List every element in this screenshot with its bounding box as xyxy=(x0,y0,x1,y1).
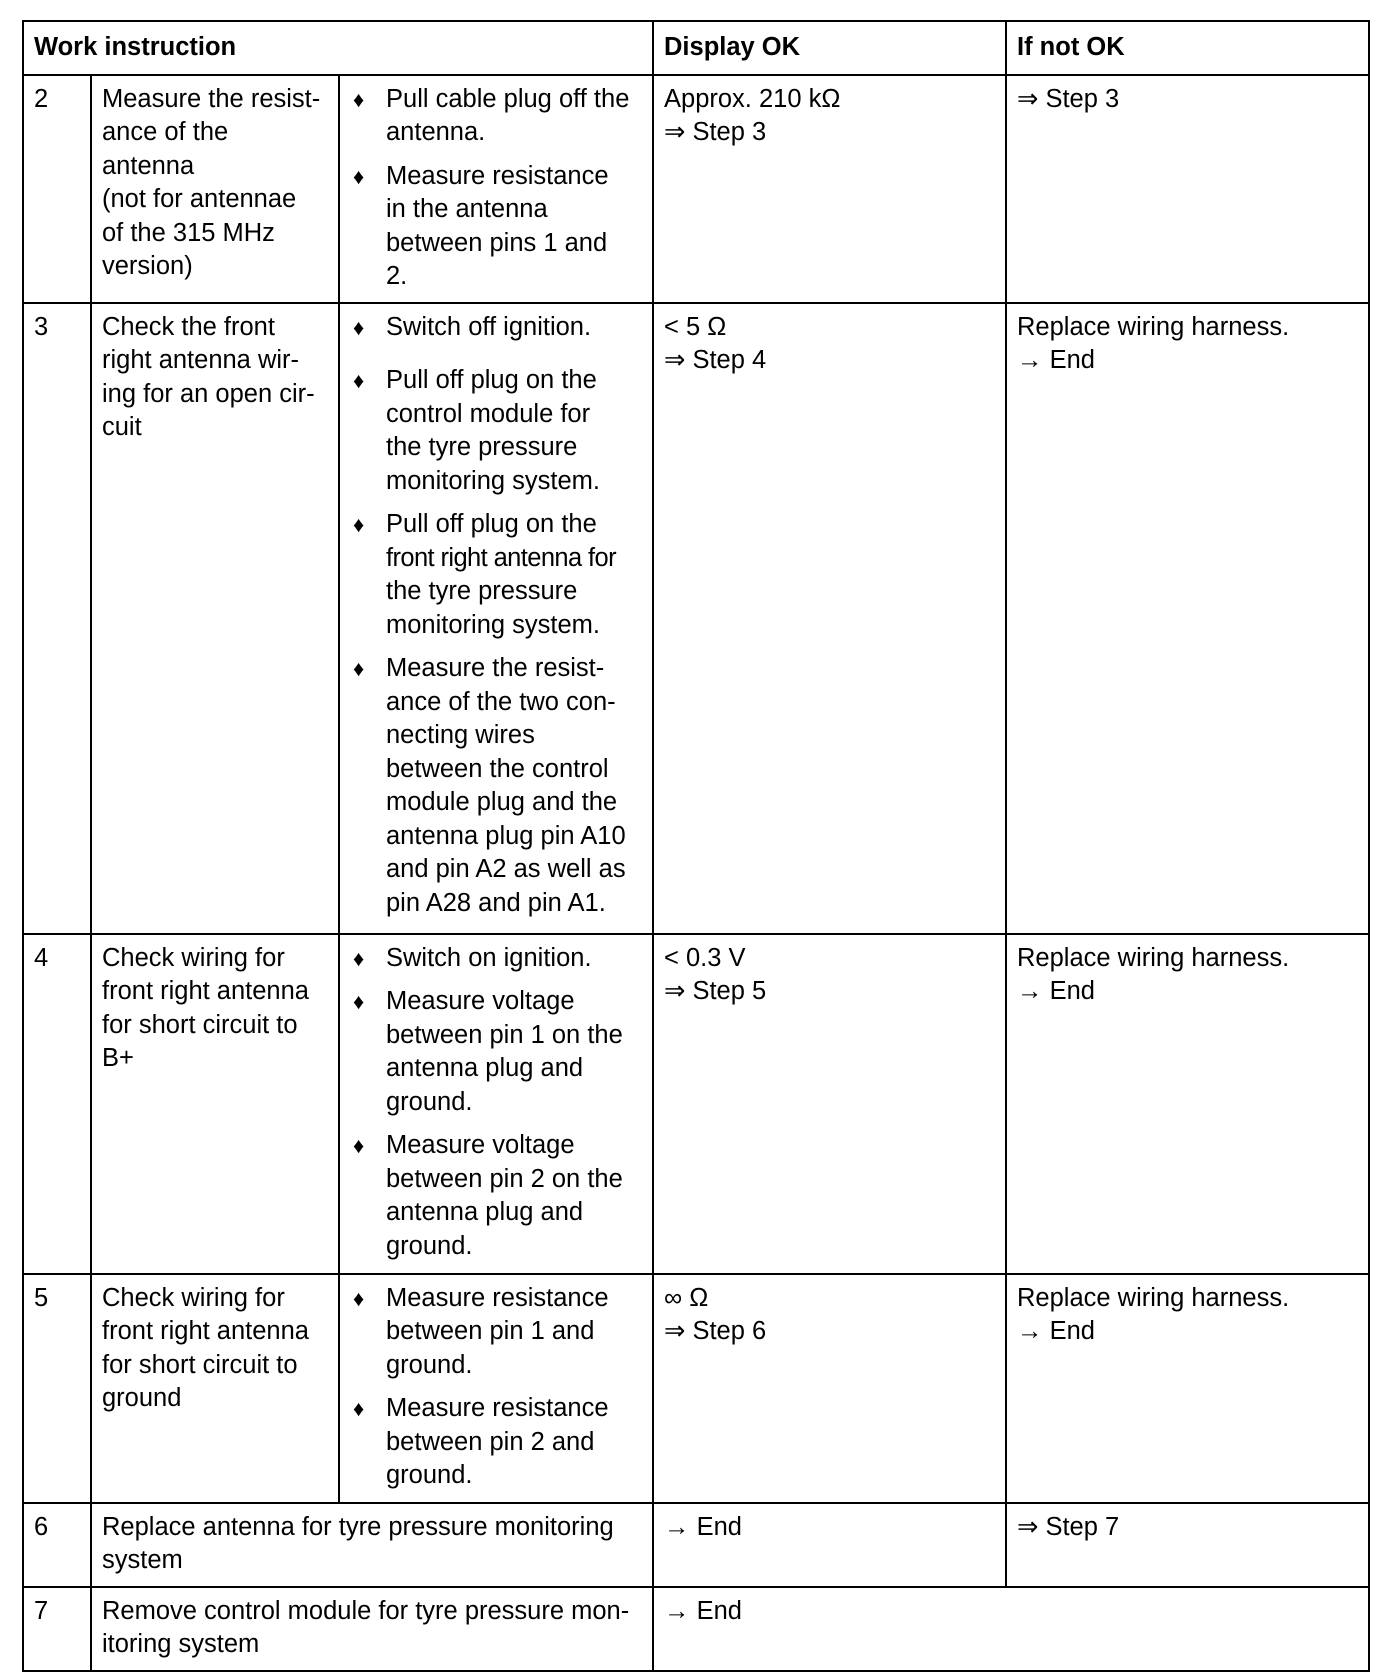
action-line: between the control xyxy=(386,754,609,783)
action-list-cell xyxy=(339,303,653,934)
action-line: Pull off plug on the xyxy=(386,510,597,538)
if-not-ok-cell xyxy=(1006,75,1369,303)
if-not-ok-next: ⇒ Step 7 xyxy=(1017,1512,1120,1541)
header-work-instruction: Work instruction xyxy=(23,21,653,75)
task-line: Check wiring for xyxy=(102,1283,285,1312)
task-description xyxy=(91,1587,653,1671)
action-line: the tyre pressure xyxy=(386,577,578,605)
display-ok-next: ⇒ Step 3 xyxy=(664,118,767,146)
action-list xyxy=(350,83,642,294)
task-description xyxy=(91,1274,339,1503)
action-item xyxy=(350,652,642,920)
action-line: Measure voltage xyxy=(386,987,575,1015)
action-item xyxy=(350,1392,642,1493)
task-line: itoring system xyxy=(102,1630,260,1658)
action-line: between pin 1 and xyxy=(386,1317,595,1345)
action-line: and pin A2 as well as xyxy=(386,855,626,883)
diamond-bullet-icon: ♦ xyxy=(353,314,365,340)
action-item xyxy=(350,942,642,976)
display-ok-next: → End xyxy=(664,1596,742,1625)
if-not-ok-next: → End xyxy=(1017,977,1095,1005)
task-line: Check the front xyxy=(102,312,275,341)
table-row xyxy=(23,934,1369,1274)
display-ok-cell xyxy=(653,934,1006,1274)
task-line: (not for antennae xyxy=(102,185,297,213)
if-not-ok-next: → End xyxy=(1017,1317,1095,1345)
diamond-bullet-icon: ♦ xyxy=(353,1133,365,1158)
action-line: between pin 2 and xyxy=(386,1427,595,1456)
task-line: system xyxy=(102,1546,183,1574)
display-ok-next: ⇒ Step 4 xyxy=(664,346,767,374)
step-number: 4 xyxy=(23,934,91,1274)
task-line: ance of the xyxy=(102,118,229,146)
action-item xyxy=(350,508,642,642)
action-line: Pull off plug on the xyxy=(386,366,597,394)
if-not-ok-action: ⇒ Step 3 xyxy=(1017,84,1120,113)
action-line: between pins 1 and xyxy=(386,228,608,257)
task-line: antenna xyxy=(102,151,195,180)
table-row xyxy=(23,303,1369,934)
table-row xyxy=(23,75,1369,303)
action-line: module plug and the xyxy=(386,788,618,816)
display-ok-cell xyxy=(653,75,1006,303)
action-list xyxy=(350,311,642,921)
table-row xyxy=(23,1274,1369,1503)
task-description xyxy=(91,303,339,934)
action-line: Measure voltage xyxy=(386,1131,575,1159)
header-display-ok: Display OK xyxy=(653,21,1006,75)
step-number: 6 xyxy=(23,1503,91,1587)
if-not-ok-cell xyxy=(1006,934,1369,1274)
action-line: Switch off ignition. xyxy=(386,312,592,341)
action-line: monitoring system. xyxy=(386,466,600,495)
action-line: ground. xyxy=(386,1350,473,1379)
task-line: of the 315 MHz xyxy=(102,218,275,247)
action-line: ance of the two con- xyxy=(386,687,616,716)
action-line: 2. xyxy=(386,262,408,290)
action-line: ground. xyxy=(386,1461,473,1489)
action-list-cell xyxy=(339,75,653,303)
display-ok-next: → End xyxy=(664,1512,742,1541)
diamond-bullet-icon: ♦ xyxy=(353,86,365,112)
display-ok-cell xyxy=(653,303,1006,934)
action-line: front right antenna for xyxy=(386,543,617,572)
diamond-bullet-icon: ♦ xyxy=(353,1396,365,1421)
action-line: antenna plug pin A10 xyxy=(386,821,626,850)
action-list-cell xyxy=(339,934,653,1274)
if-not-ok-cell xyxy=(1006,303,1369,934)
action-item xyxy=(350,160,642,294)
action-item xyxy=(350,311,642,345)
header-if-not-ok: If not OK xyxy=(1006,21,1369,75)
display-ok-value: Approx. 210 kΩ xyxy=(664,84,841,113)
action-line: in the antenna xyxy=(386,195,548,223)
display-ok-next: ⇒ Step 5 xyxy=(664,977,767,1005)
diamond-bullet-icon: ♦ xyxy=(353,368,365,393)
diamond-bullet-icon: ♦ xyxy=(353,989,365,1014)
action-list xyxy=(350,1282,642,1493)
step-number: 3 xyxy=(23,303,91,934)
display-ok-cell xyxy=(653,1587,1369,1671)
task-line: for short circuit to xyxy=(102,1350,298,1379)
task-description xyxy=(91,1503,653,1587)
task-line: right antenna wir- xyxy=(102,346,300,374)
action-line: Measure the resist- xyxy=(386,654,605,682)
action-list xyxy=(350,942,642,1264)
table-row xyxy=(23,1503,1369,1587)
step-number: 5 xyxy=(23,1274,91,1503)
work-instruction-document xyxy=(22,20,1370,1672)
if-not-ok-cell xyxy=(1006,1503,1369,1587)
display-ok-next: ⇒ Step 6 xyxy=(664,1317,767,1345)
action-line: Measure resistance xyxy=(386,1283,609,1312)
action-line: antenna plug and xyxy=(386,1198,584,1226)
display-ok-value: < 5 Ω xyxy=(664,312,727,341)
display-ok-cell xyxy=(653,1274,1006,1503)
action-line: ground. xyxy=(386,1087,473,1116)
display-ok-cell xyxy=(653,1503,1006,1587)
task-description xyxy=(91,934,339,1274)
task-line: front right antenna xyxy=(102,977,309,1005)
task-line: version) xyxy=(102,252,193,280)
display-ok-value: ∞ Ω xyxy=(664,1283,709,1312)
action-item xyxy=(350,83,642,150)
task-line: B+ xyxy=(102,1044,134,1072)
step-number: 2 xyxy=(23,75,91,303)
work-instruction-table xyxy=(22,20,1370,1672)
action-line: between pin 1 on the xyxy=(386,1020,623,1049)
task-line: Measure the resist- xyxy=(102,84,321,113)
action-line: ground. xyxy=(386,1231,473,1260)
diamond-bullet-icon: ♦ xyxy=(353,1285,365,1311)
diamond-bullet-icon: ♦ xyxy=(353,512,365,537)
if-not-ok-action: Replace wiring harness. xyxy=(1017,943,1290,972)
if-not-ok-action: Replace wiring harness. xyxy=(1017,312,1290,341)
task-line: Remove control module for tyre pressure mon- xyxy=(102,1596,630,1625)
action-line: control module for xyxy=(386,399,591,428)
header-row xyxy=(23,21,1369,75)
action-line: Measure resistance xyxy=(386,161,609,190)
task-line: Check wiring for xyxy=(102,943,285,972)
action-line: between pin 2 on the xyxy=(386,1164,623,1193)
diamond-bullet-icon: ♦ xyxy=(353,945,365,971)
action-list-cell xyxy=(339,1274,653,1503)
action-item xyxy=(350,985,642,1119)
action-line: antenna. xyxy=(386,118,486,146)
diamond-bullet-icon: ♦ xyxy=(353,656,365,681)
action-line: Pull cable plug off the xyxy=(386,84,630,113)
step-number: 7 xyxy=(23,1587,91,1671)
task-line: ing for an open cir- xyxy=(102,379,315,408)
task-description xyxy=(91,75,339,303)
action-line: Switch on ignition. xyxy=(386,943,592,972)
action-line: Measure resistance xyxy=(386,1394,609,1422)
action-line: necting wires xyxy=(386,721,535,749)
action-line: the tyre pressure xyxy=(386,433,578,461)
task-line: Replace antenna for tyre pressure monitoring xyxy=(102,1512,614,1541)
if-not-ok-cell xyxy=(1006,1274,1369,1503)
table-row xyxy=(23,1587,1369,1671)
action-line: monitoring system. xyxy=(386,610,600,639)
action-line: antenna plug and xyxy=(386,1054,584,1082)
task-line: cuit xyxy=(102,413,142,441)
action-item xyxy=(350,1129,642,1263)
action-item xyxy=(350,364,642,498)
action-line: pin A28 and pin A1. xyxy=(386,888,606,917)
task-line: for short circuit to xyxy=(102,1010,298,1039)
task-line: front right antenna xyxy=(102,1317,309,1345)
display-ok-value: < 0.3 V xyxy=(664,943,746,972)
if-not-ok-next: → End xyxy=(1017,346,1095,374)
action-item xyxy=(350,1282,642,1383)
diamond-bullet-icon: ♦ xyxy=(353,163,365,189)
if-not-ok-action: Replace wiring harness. xyxy=(1017,1283,1290,1312)
task-line: ground xyxy=(102,1384,182,1412)
